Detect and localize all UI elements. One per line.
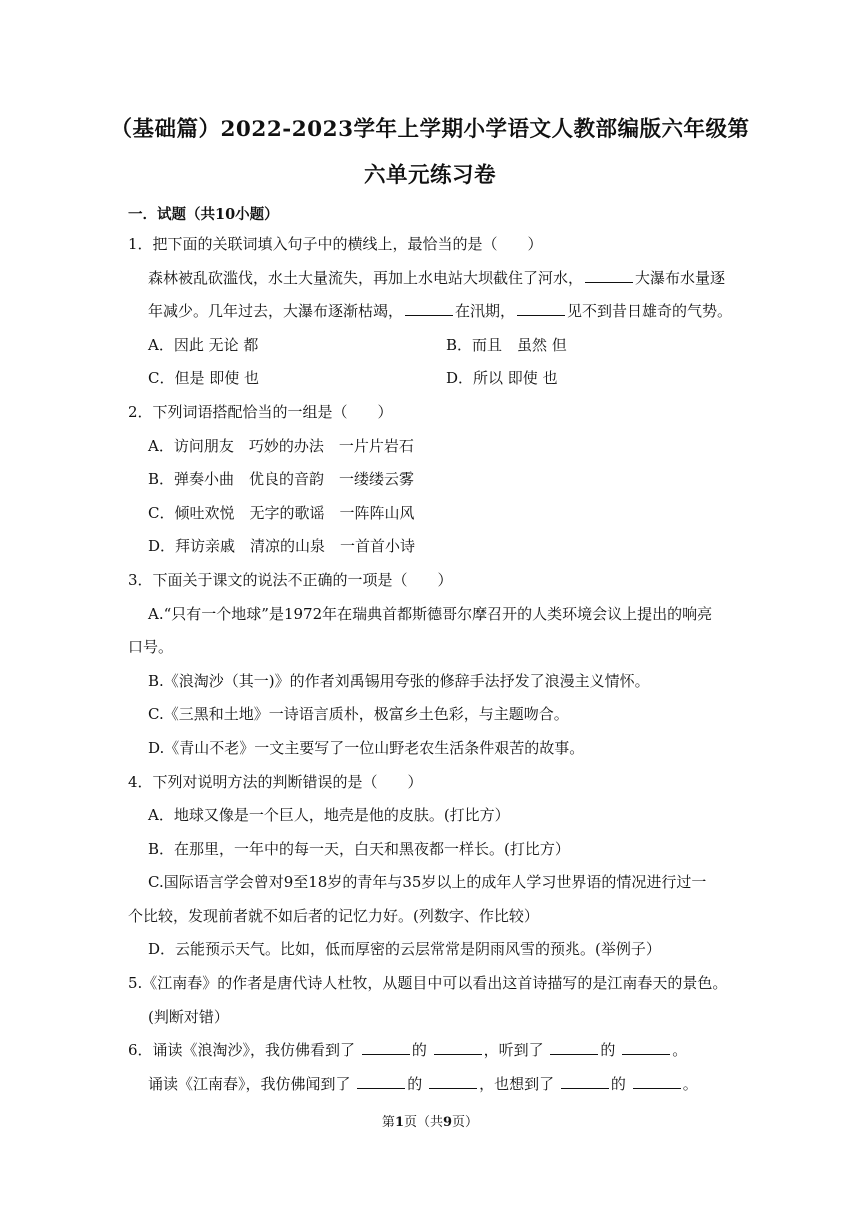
q1-option-b[interactable]: B．而且 虽然 但	[446, 335, 567, 354]
answer-blank[interactable]	[429, 1074, 477, 1089]
q1-option-d[interactable]: D．所以 即使 也	[446, 369, 558, 388]
q5-judge-tail: (判断对错）	[148, 1007, 229, 1026]
q3-stem: 3．下面关于课文的说法不正确的一项是（ ）	[128, 570, 453, 589]
q4-option-d[interactable]: D．云能预示天气。比如，低而厚密的云层常常是阴雨风雪的预兆。(举例子）	[148, 940, 661, 959]
answer-blank[interactable]	[357, 1074, 405, 1089]
q3-option-b[interactable]: B.《浪淘沙（其一)》的作者刘禹锡用夸张的修辞手法抒发了浪漫主义情怀。	[148, 671, 650, 690]
answer-blank[interactable]	[622, 1040, 670, 1055]
q4-stem: 4．下列对说明方法的判断错误的是（ ）	[128, 772, 423, 791]
answer-blank[interactable]	[362, 1040, 410, 1055]
questions-body	[128, 228, 744, 1101]
page-footer: 第1页（共9页）	[381, 1115, 479, 1130]
q2-option-a[interactable]: A．访问朋友 巧妙的办法 一片片岩石	[148, 436, 414, 455]
q6-line2: 诵读《江南春》，我仿佛闻到了 的 ，也想到了 的 。	[148, 1074, 698, 1093]
q4-option-c-cont: 个比较，发现前者就不如后者的记忆力好。(列数字、作比较）	[128, 906, 539, 925]
q3-option-d[interactable]: D.《青山不老》一文主要写了一位山野老农生活条件艰苦的故事。	[148, 738, 585, 757]
q1-option-a[interactable]: A．因此 无论 都	[148, 335, 259, 354]
q3-option-c[interactable]: C.《三黑和土地》一诗语言质朴，极富乡土色彩，与主题吻合。	[148, 705, 569, 724]
q1-options-row2	[128, 362, 744, 396]
section-heading: 一．试题（共10小题）	[128, 206, 279, 223]
q1-options-row1	[128, 329, 744, 363]
q2-option-c[interactable]: C．倾吐欢悦 无字的歌谣 一阵阵山风	[148, 503, 415, 522]
total-pages-number: 9	[443, 1115, 453, 1130]
q4-option-c[interactable]: C.国际语言学会曾对9至18岁的青年与35岁以上的成年人学习世界语的情况进行过一	[148, 873, 707, 892]
answer-blank[interactable]	[405, 301, 453, 316]
q4-option-b[interactable]: B．在那里，一年中的每一天，白天和黑夜都一样长。(打比方）	[148, 839, 570, 858]
answer-blank[interactable]	[550, 1040, 598, 1055]
q3-option-a-cont: 口号。	[128, 638, 174, 657]
current-page-number: 1	[394, 1115, 404, 1130]
q1-stem: 1．把下面的关联词填入句子中的横线上，最恰当的是（ ）	[128, 235, 543, 253]
answer-blank[interactable]	[517, 301, 565, 316]
q1-option-c[interactable]: C．但是 即使 也	[148, 369, 260, 388]
q1-passage: 森林被乱砍滥伐，水土大量流失，再加上水电站大坝截住了河水， 大瀑布水量逐	[148, 268, 726, 287]
answer-blank[interactable]	[561, 1074, 609, 1089]
q4-option-a[interactable]: A．地球又像是一个巨人，地壳是他的皮肤。(打比方）	[148, 806, 510, 825]
exam-title-line2: 六单元练习卷	[363, 163, 496, 188]
q1-passage-cont: 年减少。几年过去，大瀑布逐渐枯竭， 在汛期， 见不到昔日雄奇的气势。	[148, 302, 733, 321]
q2-option-b[interactable]: B．弹奏小曲 优良的音韵 一缕缕云雾	[148, 470, 415, 489]
q6-line1: 6．诵读《浪淘沙》，我仿佛看到了 的 ，听到了 的 。	[128, 1041, 688, 1060]
answer-blank[interactable]	[633, 1074, 681, 1089]
q3-option-a[interactable]: A.“只有一个地球”是1972年在瑞典首都斯德哥尔摩召开的人类环境会议上提出的响亮	[148, 604, 713, 623]
q2-stem: 2．下列词语搭配恰当的一组是（ ）	[128, 402, 393, 421]
q2-option-d[interactable]: D．拜访亲戚 清凉的山泉 一首首小诗	[148, 537, 416, 556]
answer-blank[interactable]	[585, 268, 633, 283]
exam-title-line1: （基础篇）2022-2023学年上学期小学语文人教部编版六年级第	[110, 117, 750, 142]
answer-blank[interactable]	[434, 1040, 482, 1055]
q5-stem: 5.《江南春》的作者是唐代诗人杜牧，从题目中可以看出这首诗描写的是江南春天的景色。	[128, 974, 728, 993]
